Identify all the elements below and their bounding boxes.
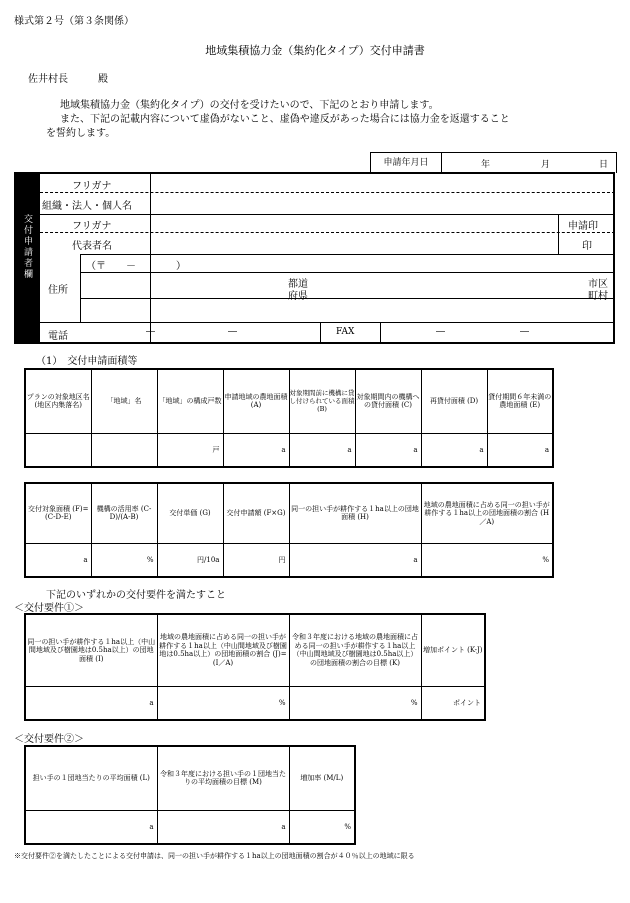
divider — [80, 298, 615, 299]
header-cell: 貸付期間６年未満の農地面積 (E) — [487, 369, 553, 433]
header-cell: 増加率 (M/L) — [289, 746, 355, 810]
representative-label: 代表者名 — [72, 241, 112, 252]
area-table-1 — [24, 368, 554, 468]
phone-side-bar — [16, 322, 40, 344]
value-cell[interactable]: a — [157, 810, 289, 844]
header-cell: 令和３年度における担い手の１団地当たりの平均面積の目標 (M) — [157, 746, 289, 810]
value-cell[interactable]: a — [25, 543, 91, 577]
furigana-label-2: フリガナ — [72, 221, 112, 232]
header-cell: 担い手の１団地当たりの平均面積 (L) — [25, 746, 157, 810]
header-cell: 地域の農地面積に占める同一の担い手が耕作する１ha以上（中山間地域及び樹園地は0.5ha以上）の団地面積の割合 (J)=(I／A) — [157, 614, 289, 686]
value-cell[interactable]: ポイント — [421, 686, 485, 720]
value-cell[interactable]: a — [289, 433, 355, 467]
application-date-label: 申請年月日 — [371, 153, 442, 173]
seal-mark: 印 — [582, 241, 592, 252]
form-number: 様式第２号（第３条関係） — [14, 16, 134, 27]
divider — [40, 192, 615, 193]
address-label: 住所 — [48, 285, 68, 296]
divider — [320, 322, 321, 344]
intro-line-2: また、下記の記載内容について虚偽がないこと、虚偽や違反があった場合には協力金を返還すること — [60, 114, 510, 125]
value-cell[interactable]: % — [421, 543, 553, 577]
fax-label: FAX — [336, 327, 355, 337]
day-label[interactable]: 日 — [599, 160, 609, 170]
header-cell: 「地域」の構成戸数 — [157, 369, 223, 433]
phone-label: 電話 — [48, 331, 68, 342]
header-cell: 令和３年度における地域の農地面積に占める同一の担い手が耕作する１ha以上（中山間地域及び樹園地は0.5ha以上）の団地面積の割合の目標 (K) — [289, 614, 421, 686]
prefecture-label-2: 府県 — [288, 291, 308, 302]
divider — [40, 232, 615, 233]
header-cell: 同一の担い手が耕作する１ha以上の団地面積 (H) — [289, 483, 421, 543]
requirement-1-table — [24, 613, 486, 721]
header-cell: プランの対象地区名(地区内集落名) — [25, 369, 91, 433]
phone-dash-2: ― — [228, 327, 237, 337]
divider — [558, 214, 559, 254]
requirements-lead: 下記のいずれかの交付要件を満たすこと — [46, 590, 226, 601]
prefecture-label-1: 都道 — [288, 279, 308, 290]
value-cell[interactable]: 戸 — [157, 433, 223, 467]
divider — [40, 214, 615, 215]
value-cell[interactable]: a — [289, 543, 421, 577]
intro-line-3: を誓約します。 — [46, 128, 116, 139]
area-table-2 — [24, 482, 554, 578]
footnote: ※交付要件②を満たしたことによる交付申請は、同一の担い手が耕作する１ha以上の団地面積の割合が４０％以上の地域に限る — [14, 852, 415, 860]
year-label[interactable]: 年 — [481, 160, 491, 170]
value-cell[interactable]: % — [157, 686, 289, 720]
month-label[interactable]: 月 — [541, 160, 551, 170]
header-cell: 対象期間前に機構に貸し付けられている面積 (B) — [289, 369, 355, 433]
value-cell[interactable] — [91, 433, 157, 467]
fax-dash-1: ― — [436, 327, 445, 337]
header-cell: 申請地域の農地面積 (A) — [223, 369, 289, 433]
divider — [40, 322, 615, 323]
furigana-label: フリガナ — [72, 181, 112, 192]
value-cell[interactable]: a — [421, 433, 487, 467]
postal-code[interactable]: （〒 － ） — [86, 261, 186, 272]
phone-dash-1: ― — [146, 327, 155, 337]
header-cell: 同一の担い手が耕作する１ha以上（中山間地域及び樹園地は0.5ha以上）の団地面積 (I) — [25, 614, 157, 686]
value-cell[interactable]: % — [91, 543, 157, 577]
fax-dash-2: ― — [520, 327, 529, 337]
header-cell: 増加ポイント (K-J) — [421, 614, 485, 686]
applicant-section — [14, 172, 615, 344]
value-cell[interactable] — [25, 433, 91, 467]
value-cell[interactable]: a — [25, 686, 157, 720]
requirement-1-title: ＜交付要件①＞ — [14, 603, 84, 614]
application-date-box — [370, 152, 617, 173]
header-cell: 「地域」名 — [91, 369, 157, 433]
divider — [380, 322, 381, 344]
value-cell[interactable]: a — [355, 433, 421, 467]
org-name-label: 組織・法人・個人名 — [42, 201, 132, 212]
header-cell: 地域の農地面積に占める同一の担い手が耕作する１ha以上の団地面積の割合 (H／A) — [421, 483, 553, 543]
header-cell: 再貸付面積 (D) — [421, 369, 487, 433]
city-label-1: 市区 — [588, 279, 608, 290]
section1-title: （1） 交付申請面積等 — [36, 356, 138, 367]
city-label-2: 町村 — [588, 291, 608, 302]
value-cell[interactable]: a — [223, 433, 289, 467]
addressee: 佐井村長 殿 — [28, 74, 108, 85]
header-cell: 機構の活用率 (C-D)/(A-B) — [91, 483, 157, 543]
seal-label: 申請印 — [568, 221, 598, 232]
value-cell[interactable]: a — [25, 810, 157, 844]
page-title: 地域集積協力金（集約化タイプ）交付申請書 — [205, 44, 425, 57]
header-cell: 交付申請額 (F×G) — [223, 483, 289, 543]
value-cell[interactable]: % — [289, 686, 421, 720]
applicant-side-label: 交付申請者欄 — [22, 214, 32, 280]
value-cell[interactable]: 円/10a — [157, 543, 223, 577]
header-cell: 対象期間内の機構への貸付面積 (C) — [355, 369, 421, 433]
requirement-2-title: ＜交付要件②＞ — [14, 734, 84, 745]
intro-line-1: 地域集積協力金（集約化タイプ）の交付を受けたいので、下記のとおり申請します。 — [60, 100, 439, 111]
value-cell[interactable]: % — [289, 810, 355, 844]
value-cell[interactable]: 円 — [223, 543, 289, 577]
applicant-side-label-bar — [16, 174, 40, 322]
requirement-2-table — [24, 745, 356, 845]
header-cell: 交付単価 (G) — [157, 483, 223, 543]
header-cell: 交付対象面積 (F)=(C-D-E) — [25, 483, 91, 543]
value-cell[interactable]: a — [487, 433, 553, 467]
divider — [80, 272, 615, 273]
